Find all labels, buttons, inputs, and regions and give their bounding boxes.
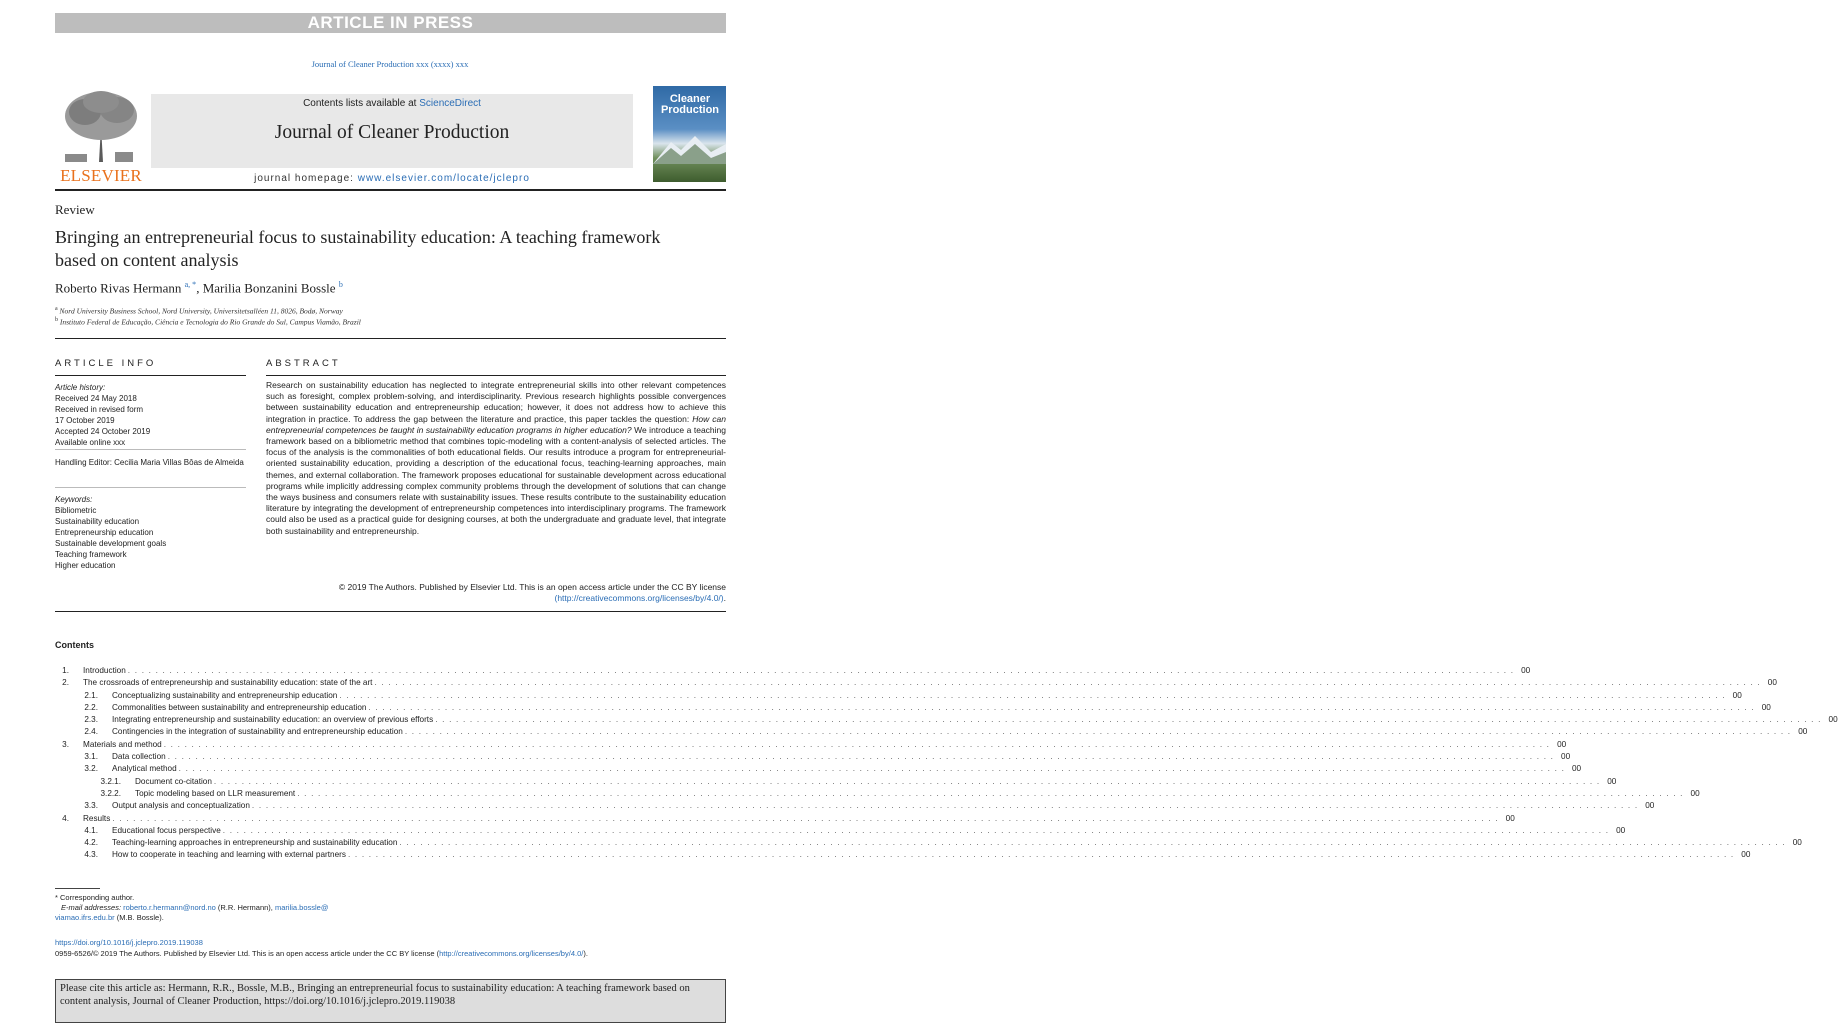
issn-end: ).	[583, 949, 588, 958]
toc-label[interactable]: Integrating entrepreneurship and sustainability education: an overview of previous efforts	[112, 715, 434, 725]
toc-label[interactable]: Document co-citation	[135, 776, 212, 786]
keyword-item: Bibliometric	[55, 506, 97, 515]
article-in-press-banner: ARTICLE IN PRESS	[55, 13, 726, 33]
keyword-item: Teaching framework	[55, 550, 127, 559]
toc-page-number[interactable]: 00	[1828, 715, 1838, 725]
toc-leader-dots: . . . . . . . . . . . . . . . . . . . . . . . . . . . . . . . . . . . . . . . . . . . . . . . . . . . . . . . . . . . . . . . . . . . . . . . . . . . . . . . . . . . . . . . . . . . . . . . . . . . . . . . . . . . . . . . . . . . . . . . . . . . . . . . . . . . . . . . . . . . . . . . . . . . . . . . . . . . . . . . . . . . . . . . . . . . . . . . . . . . . . . . . . . . . . . . . . . . . . . . .	[251, 801, 1639, 811]
journal-cover-thumbnail[interactable]	[653, 86, 726, 182]
history-item: Available online xxx	[55, 438, 126, 447]
toc-page-number[interactable]: 00	[1557, 739, 1567, 749]
toc-label[interactable]: Teaching-learning approaches in entrepreneurship and sustainability education	[112, 838, 398, 848]
email-name-bossle: (M.B. Bossle).	[114, 913, 164, 922]
mountain-icon	[653, 134, 726, 164]
keyword-item: Higher education	[55, 561, 116, 570]
toc-label[interactable]: Analytical method	[112, 764, 177, 774]
journal-title: Journal of Cleaner Production	[274, 122, 510, 143]
affiliation-a-text: Nord University Business School, Nord University, Universitetsalléen 11, 8026, Bodø, Norway	[59, 306, 343, 316]
email-link-bossle-part2[interactable]: viamao.ifrs.edu.br	[55, 913, 115, 922]
contents-available-line	[151, 98, 633, 109]
toc-label[interactable]: Educational focus perspective	[112, 825, 221, 835]
table-of-contents	[55, 665, 1838, 862]
header-divider	[55, 338, 726, 339]
journal-reference-link[interactable]: Journal of Cleaner Production xxx (xxxx) xxx	[311, 59, 469, 69]
history-item: Received 24 May 2018	[55, 394, 137, 403]
homepage-link[interactable]: www.elsevier.com/locate/jclepro	[357, 173, 530, 184]
toc-page-number[interactable]: 00	[1690, 788, 1700, 798]
author-2[interactable]: Marilia Bonzanini Bossle	[202, 280, 336, 296]
toc-leader-dots: . . . . . . . . . . . . . . . . . . . . . . . . . . . . . . . . . . . . . . . . . . . . . . . . . . . . . . . . . . . . . . . . . . . . . . . . . . . . . . . . . . . . . . . . . . . . . . . . . . . . . . . . . . . . . . . . . . . . . . . . . . . . . . . . . . . . . . . . . . . . . . . . . . . . . . . . . . . . . . . . . . . . . . . . . . . . . . . . . . . . . . . . . . . . . . . . . . . . . . . .	[404, 727, 1792, 737]
toc-number: 4.2.	[84, 838, 98, 848]
cover-title-line-2: Production	[660, 104, 720, 116]
toc-row[interactable]	[55, 690, 1742, 702]
history-item: 17 October 2019	[55, 416, 115, 425]
toc-leader-dots: . . . . . . . . . . . . . . . . . . . . . . . . . . . . . . . . . . . . . . . . . . . . . . . . . . . . . . . . . . . . . . . . . . . . . . . . . . . . . . . . . . . . . . . . . . . . . . . . . . . . . . . . . . . . . . . . . . . . . . . . . . . . . . . . . . . . . . . . . . . . . . . . . . . . . . . . . . . . . . . . . . . . . . . . . . . . . . . . . . . . . . . . . . . . . . . . . . . . . . . .	[368, 702, 1755, 712]
toc-leader-dots: . . . . . . . . . . . . . . . . . . . . . . . . . . . . . . . . . . . . . . . . . . . . . . . . . . . . . . . . . . . . . . . . . . . . . . . . . . . . . . . . . . . . . . . . . . . . . . . . . . . . . . . . . . . . . . . . . . . . . . . . . . . . . . . . . . . . . . . . . . . . . . . . . . . . . . . . . . . . . . . . . . . . . . . . . . . . . . . . . . . . . . . . . . . . . . . . . . . . . . . .	[435, 715, 1822, 725]
toc-page-number[interactable]: 00	[1792, 838, 1802, 848]
toc-label[interactable]: Materials and method	[83, 739, 162, 749]
affiliation-b	[55, 317, 361, 327]
toc-page-number[interactable]: 00	[1767, 678, 1777, 688]
toc-leader-dots: . . . . . . . . . . . . . . . . . . . . . . . . . . . . . . . . . . . . . . . . . . . . . . . . . . . . . . . . . . . . . . . . . . . . . . . . . . . . . . . . . . . . . . . . . . . . . . . . . . . . . . . . . . . . . . . . . . . . . . . . . . . . . . . . . . . . . . . . . . . . . . . . . . . . . . . . . . . . . . . . . . . . . . . . . . . . . . . . . . . . . . . . . . . . . . . . . . . . . . . .	[374, 678, 1761, 688]
toc-number: 3.	[62, 739, 69, 749]
email-link-bossle-part1[interactable]: marilia.bossle@	[274, 903, 329, 912]
cover-title	[657, 94, 723, 116]
toc-number: 4.3.	[84, 850, 98, 860]
contents-available-text: Contents lists available at	[303, 98, 420, 109]
article-type: Review	[55, 202, 95, 217]
toc-label[interactable]: Contingencies in the integration of sustainability and entrepreneurship education	[112, 727, 403, 737]
toc-number: 3.1.	[84, 752, 98, 762]
author-line	[55, 280, 343, 296]
history-divider	[55, 449, 246, 450]
toc-page-number[interactable]: 00	[1798, 727, 1808, 737]
sciencedirect-link[interactable]: ScienceDirect	[419, 98, 481, 109]
toc-row[interactable]	[55, 677, 1777, 689]
toc-row[interactable]	[55, 751, 1571, 763]
author-1[interactable]: Roberto Rivas Hermann	[55, 280, 182, 296]
toc-row[interactable]	[55, 702, 1771, 714]
toc-leader-dots: . . . . . . . . . . . . . . . . . . . . . . . . . . . . . . . . . . . . . . . . . . . . . . . . . . . . . . . . . . . . . . . . . . . . . . . . . . . . . . . . . . . . . . . . . . . . . . . . . . . . . . . . . . . . . . . . . . . . . . . . . . . . . . . . . . . . . . . . . . . . . . . . . . . . . . . . . . . . . . . . . . . . . . . . . . . . . . . . . . . . . . . . . . . . . . . . . . . . . . . .	[163, 739, 1551, 749]
author-1-affil-mark[interactable]: a, *	[184, 280, 197, 289]
copyright-line: © 2019 The Authors. Published by Elsevier Ltd. This is an open access article under the CC BY license	[338, 582, 726, 592]
toc-leader-dots: . . . . . . . . . . . . . . . . . . . . . . . . . . . . . . . . . . . . . . . . . . . . . . . . . . . . . . . . . . . . . . . . . . . . . . . . . . . . . . . . . . . . . . . . . . . . . . . . . . . . . . . . . . . . . . . . . . . . . . . . . . . . . . . . . . . . . . . . . . . . . . . . . . . . . . . . . . . . . . . . . . . . . . . . . . . . . . . . . . . . . . . . . . . . . . . . . . . . . . . .	[112, 813, 1499, 823]
citation-box: Please cite this article as: Hermann, R.R., Bossle, M.B., Bringing an entrepreneurial focus to sustainability education: A teaching framework based on content analysis, Journal of Cleaner Production, https://doi.org/10.1016/j.jclepro.2019.119038	[55, 979, 726, 1023]
toc-leader-dots: . . . . . . . . . . . . . . . . . . . . . . . . . . . . . . . . . . . . . . . . . . . . . . . . . . . . . . . . . . . . . . . . . . . . . . . . . . . . . . . . . . . . . . . . . . . . . . . . . . . . . . . . . . . . . . . . . . . . . . . . . . . . . . . . . . . . . . . . . . . . . . . . . . . . . . . . . . . . . . . . . . . . . . . . . . . . . . . . . . . . . . . . . . . . . . . . . . . . . . . .	[167, 752, 1555, 762]
toc-row[interactable]	[55, 788, 1700, 800]
toc-leader-dots: . . . . . . . . . . . . . . . . . . . . . . . . . . . . . . . . . . . . . . . . . . . . . . . . . . . . . . . . . . . . . . . . . . . . . . . . . . . . . . . . . . . . . . . . . . . . . . . . . . . . . . . . . . . . . . . . . . . . . . . . . . . . . . . . . . . . . . . . . . . . . . . . . . . . . . . . . . . . . . . . . . . . . . . . . . . . . . . . . . . . . . . . . . . . . . . . . . . . . . . .	[127, 666, 1515, 675]
toc-number: 3.2.	[84, 764, 98, 774]
toc-label[interactable]: Introduction	[83, 666, 126, 675]
affiliation-b-text: Instituto Federal de Educação, Ciência e Tecnologia do Rio Grande do Sul, Campus Viamão, Brazil	[59, 317, 361, 327]
toc-page-number[interactable]: 00	[1732, 690, 1742, 700]
copyright-end: .	[723, 593, 726, 604]
toc-row[interactable]	[55, 726, 1808, 738]
toc-row[interactable]	[55, 665, 1531, 677]
toc-number: 1.	[62, 666, 69, 675]
affiliation-a	[55, 306, 343, 316]
toc-page-number[interactable]: 00	[1521, 666, 1531, 675]
keywords-label: Keywords:	[55, 495, 93, 504]
toc-page-number[interactable]: 00	[1607, 776, 1617, 786]
toc-number: 4.	[62, 813, 69, 823]
email-name-hermann: (R.R. Hermann),	[215, 903, 275, 912]
toc-page-number[interactable]: 00	[1571, 764, 1582, 774]
toc-row[interactable]	[55, 849, 1751, 861]
doi-link[interactable]: https://doi.org/10.1016/j.jclepro.2019.119038	[55, 938, 203, 947]
affiliation-b-mark: b	[55, 317, 58, 323]
toc-label[interactable]: Conceptualizing sustainability and entrepreneurship education	[112, 690, 338, 700]
toc-label[interactable]: Output analysis and conceptualization	[112, 801, 250, 811]
footnote	[55, 893, 385, 923]
toc-row[interactable]	[55, 837, 1802, 849]
handling-editor: Handling Editor: Cecilia Maria Villas Bôas de Almeida	[55, 458, 244, 467]
toc-label[interactable]: Commonalities between sustainability and entrepreneurship education	[112, 702, 367, 712]
toc-leader-dots: . . . . . . . . . . . . . . . . . . . . . . . . . . . . . . . . . . . . . . . . . . . . . . . . . . . . . . . . . . . . . . . . . . . . . . . . . . . . . . . . . . . . . . . . . . . . . . . . . . . . . . . . . . . . . . . . . . . . . . . . . . . . . . . . . . . . . . . . . . . . . . . . . . . . . . . . . . . . . . . . . . . . . . . . . . . . . . . . . . . . . . . . . . . . . . . . . . . . . . . .	[213, 776, 1601, 786]
toc-page-number[interactable]: 00	[1645, 801, 1655, 811]
toc-leader-dots: . . . . . . . . . . . . . . . . . . . . . . . . . . . . . . . . . . . . . . . . . . . . . . . . . . . . . . . . . . . . . . . . . . . . . . . . . . . . . . . . . . . . . . . . . . . . . . . . . . . . . . . . . . . . . . . . . . . . . . . . . . . . . . . . . . . . . . . . . . . . . . . . . . . . . . . . . . . . . . . . . . . . . . . . . . . . . . . . . . . . . . . . . . . . . . . . . . . . . . . .	[399, 838, 1786, 848]
toc-label[interactable]: Results	[83, 813, 111, 823]
toc-page-number[interactable]: 00	[1741, 850, 1751, 860]
issn-license-link[interactable]: http://creativecommons.org/licenses/by/4.0/	[439, 949, 584, 958]
toc-row[interactable]	[55, 825, 1626, 837]
masthead-divider	[55, 189, 726, 191]
toc-label[interactable]: How to cooperate in teaching and learning with external partners	[112, 850, 346, 860]
toc-row[interactable]	[55, 714, 1838, 726]
article-info-heading: ARTICLE INFO	[55, 358, 157, 369]
issn-line	[55, 949, 588, 958]
editor-divider	[55, 487, 246, 488]
abstract-research-question: How can entrepreneurial competences be taught in sustainability education programs in higher education?	[266, 413, 726, 435]
toc-label[interactable]: Data collection	[112, 752, 166, 762]
footnote-rule	[55, 888, 100, 889]
toc-number: 2.	[62, 678, 69, 688]
toc-leader-dots: . . . . . . . . . . . . . . . . . . . . . . . . . . . . . . . . . . . . . . . . . . . . . . . . . . . . . . . . . . . . . . . . . . . . . . . . . . . . . . . . . . . . . . . . . . . . . . . . . . . . . . . . . . . . . . . . . . . . . . . . . . . . . . . . . . . . . . . . . . . . . . . . . . . . . . . . . . . . . . . . . . . . . . . . . . . . . . . . . . . . . . . . . . . . . . . . . . . . . . . .	[178, 764, 1566, 774]
history-item: Received in revised form	[55, 405, 144, 414]
toc-row[interactable]	[55, 763, 1582, 775]
toc-leader-dots: . . . . . . . . . . . . . . . . . . . . . . . . . . . . . . . . . . . . . . . . . . . . . . . . . . . . . . . . . . . . . . . . . . . . . . . . . . . . . . . . . . . . . . . . . . . . . . . . . . . . . . . . . . . . . . . . . . . . . . . . . . . . . . . . . . . . . . . . . . . . . . . . . . . . . . . . . . . . . . . . . . . . . . . . . . . . . . . . . . . . . . . . . . . . . . . . . . . . . . . .	[339, 690, 1726, 700]
toc-leader-dots: . . . . . . . . . . . . . . . . . . . . . . . . . . . . . . . . . . . . . . . . . . . . . . . . . . . . . . . . . . . . . . . . . . . . . . . . . . . . . . . . . . . . . . . . . . . . . . . . . . . . . . . . . . . . . . . . . . . . . . . . . . . . . . . . . . . . . . . . . . . . . . . . . . . . . . . . . . . . . . . . . . . . . . . . . . . . . . . . . . . . . . . . . . . . . . . . . . . . . . . .	[222, 825, 1610, 835]
abstract-rule	[266, 375, 726, 376]
toc-row[interactable]	[55, 739, 1567, 751]
abstract-copyright	[266, 582, 726, 604]
homepage-label: journal homepage:	[254, 173, 358, 184]
history-item: Accepted 24 October 2019	[55, 427, 151, 436]
affiliation-a-mark: a	[55, 306, 58, 312]
article-title: Bringing an entrepreneurial focus to sustainability education: A teaching framework based on content analysis	[55, 227, 661, 270]
history-label: Article history:	[55, 383, 106, 392]
toc-label[interactable]: Topic modeling based on LLR measurement	[135, 788, 296, 798]
masthead	[55, 86, 726, 185]
toc-leader-dots: . . . . . . . . . . . . . . . . . . . . . . . . . . . . . . . . . . . . . . . . . . . . . . . . . . . . . . . . . . . . . . . . . . . . . . . . . . . . . . . . . . . . . . . . . . . . . . . . . . . . . . . . . . . . . . . . . . . . . . . . . . . . . . . . . . . . . . . . . . . . . . . . . . . . . . . . . . . . . . . . . . . . . . . . . . . . . . . . . . . . . . . . . . . . . . . . . . . . . . . .	[297, 788, 1684, 798]
toc-leader-dots: . . . . . . . . . . . . . . . . . . . . . . . . . . . . . . . . . . . . . . . . . . . . . . . . . . . . . . . . . . . . . . . . . . . . . . . . . . . . . . . . . . . . . . . . . . . . . . . . . . . . . . . . . . . . . . . . . . . . . . . . . . . . . . . . . . . . . . . . . . . . . . . . . . . . . . . . . . . . . . . . . . . . . . . . . . . . . . . . . . . . . . . . . . . . . . . . . . . . . . . .	[347, 850, 1735, 860]
keyword-item: Sustainable development goals	[55, 539, 167, 548]
corresponding-author-note: * Corresponding author.	[55, 893, 135, 902]
email-link-hermann[interactable]: roberto.r.hermann@nord.no	[123, 903, 216, 912]
cover-title-line-1: Cleaner	[669, 93, 711, 105]
toc-number: 2.1.	[84, 690, 98, 700]
toc-row[interactable]	[55, 813, 1515, 825]
abstract-text-2: We introduce a teaching framework based on a bibliometric method that combines topic-modeling with a content-analysis of selected articles. The focus of the analysis is the commonalities of both educational fields. Our results introduce a program for entrepreneurial-oriented sustainability education, providing a description of the educational focus, teaching-learning approaches, main themes, and external collaboration. The framework proposes educational for sustainable development across educational programs while implicitly addressing complex community problems through the development of solutions that can change the ways business and consumers relate with sustainability issues. These results contribute to the sustainability education literature by integrating the development of entrepreneurship competences into interdisciplinary programs. The framework could also be used as a practical guide for designing courses, at both the undergraduate and graduate level, that integrate both sustainability and entrepreneurship.	[266, 424, 726, 536]
toc-number: 2.3.	[84, 715, 98, 725]
toc-page-number[interactable]: 00	[1616, 825, 1626, 835]
toc-number: 2.4.	[84, 727, 98, 737]
toc-row[interactable]	[55, 776, 1617, 788]
toc-label[interactable]: The crossroads of entrepreneurship and sustainability education: state of the art	[83, 678, 373, 688]
contents-heading: Contents	[55, 640, 94, 650]
keywords	[55, 494, 245, 571]
abstract-text-1: Research on sustainability education has neglected to integrate entrepreneurial skills into other relevant competences such as foresight, complex problem-solving, and interdisciplinarity. Previous research highlights possible convergences between sustainability education and entrepreneurship education; however, it does not address how to achieve this integration in practice. To address the gap between the literature and practice, this paper tackles the question:	[266, 380, 726, 424]
elsevier-wordmark: ELSEVIER	[60, 166, 142, 185]
journal-header-box	[151, 94, 633, 184]
toc-page-number[interactable]: 00	[1561, 752, 1571, 762]
toc-number: 2.2.	[84, 702, 98, 712]
article-info-rule	[55, 375, 246, 376]
toc-number: 3.2.1.	[100, 776, 121, 786]
abstract-bottom-rule	[55, 611, 726, 612]
abstract-body	[266, 380, 726, 537]
abstract-heading: ABSTRACT	[266, 358, 341, 369]
issn-text: 0959-6526/© 2019 The Authors. Published by Elsevier Ltd. This is an open access article under the CC BY license (	[55, 949, 440, 958]
toc-number: 3.3.	[84, 801, 98, 811]
journal-homepage-line	[151, 173, 633, 184]
cc-license-link[interactable]: (http://creativecommons.org/licenses/by/4.0/)	[554, 593, 724, 604]
toc-row[interactable]	[55, 800, 1655, 812]
toc-number: 4.1.	[84, 825, 98, 835]
author-separator: ,	[196, 280, 203, 296]
article-history	[55, 382, 245, 448]
author-2-affil-mark[interactable]: b	[338, 280, 343, 289]
toc-page-number[interactable]: 00	[1505, 813, 1515, 823]
keyword-item: Entrepreneurship education	[55, 528, 154, 537]
email-label: E-mail addresses:	[61, 903, 122, 912]
toc-page-number[interactable]: 00	[1761, 702, 1771, 712]
keyword-item: Sustainability education	[55, 517, 140, 526]
toc-number: 3.2.2.	[100, 788, 121, 798]
